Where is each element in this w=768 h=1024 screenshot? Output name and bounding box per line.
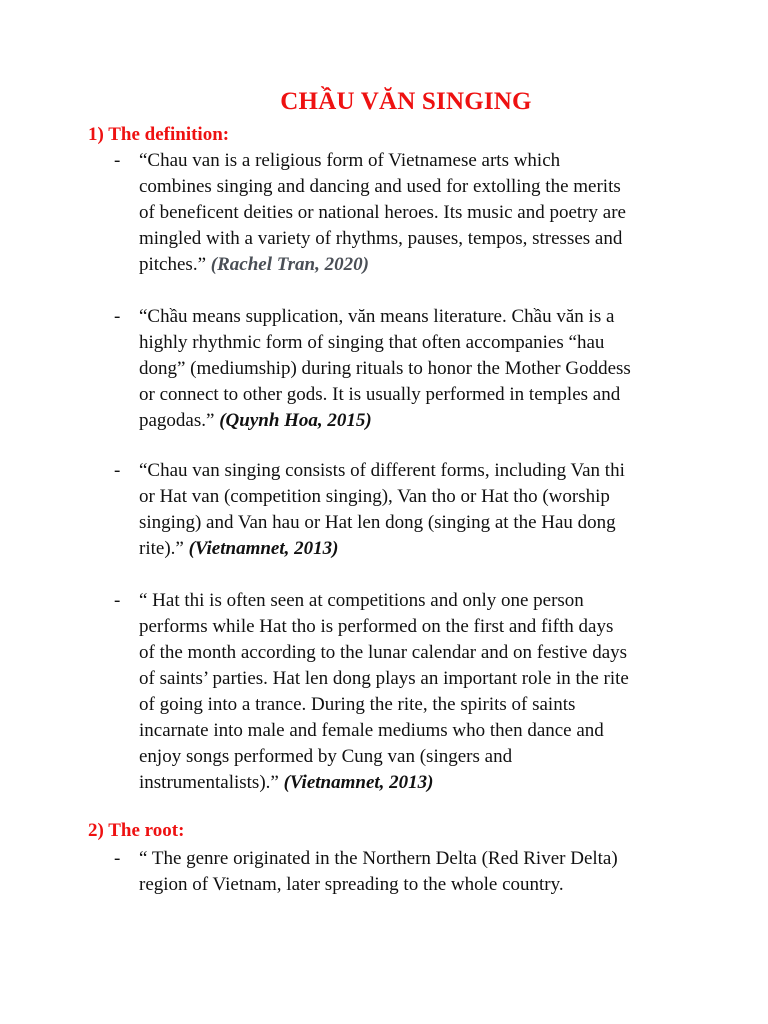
list-item-text <box>139 148 674 278</box>
bullet-dash: - <box>114 150 121 171</box>
text-line: region of Vietnam, later spreading to the whole country. <box>139 874 564 895</box>
text-line: or connect to other gods. It is usually performed in temples and <box>139 384 621 405</box>
text-line: “Chau van is a religious form of Vietnamese arts which <box>139 150 561 171</box>
citation: (Vietnamnet, 2013) <box>283 772 434 793</box>
text-line: “Chầu means supplication, văn means literature. Chầu văn is a <box>139 306 615 327</box>
citation: (Vietnamnet, 2013) <box>188 538 339 559</box>
text-line: of beneficent deities or national heroes. Its music and poetry are <box>139 202 626 223</box>
text-line: “Chau van singing consists of different forms, including Van thi <box>139 460 625 481</box>
section-heading-definition: 1) The definition: <box>88 124 230 145</box>
list-item <box>114 588 674 796</box>
text-fragment: pitches.” <box>139 254 211 275</box>
text-line: or Hat van (competition singing), Van tho or Hat tho (worship <box>139 486 610 507</box>
text-fragment: instrumentalists).” <box>139 772 284 793</box>
document-title: CHẦU VĂN SINGING <box>280 88 532 115</box>
list-item-text <box>139 304 674 434</box>
text-line: incarnate into male and female mediums who then dance and <box>139 720 604 741</box>
section-heading-root: 2) The root: <box>88 820 185 841</box>
bullet-dash: - <box>114 460 121 481</box>
text-line: performs while Hat tho is performed on the first and fifth days <box>139 616 614 637</box>
list-item <box>114 148 674 278</box>
list-item-text <box>139 846 674 898</box>
citation: (Quynh Hoa, 2015) <box>219 410 372 431</box>
text-line: dong” (mediumship) during rituals to honor the Mother Goddess <box>139 358 631 379</box>
bullet-dash: - <box>114 848 121 869</box>
text-line: of going into a trance. During the rite, the spirits of saints <box>139 694 576 715</box>
text-line: enjoy songs performed by Cung van (singers and <box>139 746 513 767</box>
text-fragment: pagodas.” <box>139 410 220 431</box>
text-line-last <box>139 770 674 796</box>
text-line: of the month according to the lunar calendar and on festive days <box>139 642 628 663</box>
text-line: “ The genre originated in the Northern Delta (Red River Delta) <box>139 848 618 869</box>
list-item <box>114 846 674 898</box>
text-line: “ Hat thi is often seen at competitions and only one person <box>139 590 584 611</box>
text-line: highly rhythmic form of singing that often accompanies “hau <box>139 332 605 353</box>
text-line-last <box>139 408 674 434</box>
text-line: of saints’ parties. Hat len dong plays an important role in the rite <box>139 668 629 689</box>
list-item-text <box>139 588 674 796</box>
bullet-dash: - <box>114 590 121 611</box>
list-item <box>114 458 674 562</box>
list-item <box>114 304 674 434</box>
text-line: singing) and Van hau or Hat len dong (singing at the Hau dong <box>139 512 616 533</box>
text-fragment: rite).” <box>139 538 189 559</box>
citation: (Rachel Tran, 2020) <box>210 254 369 275</box>
text-line: mingled with a variety of rhythms, pauses, tempos, stresses and <box>139 228 623 249</box>
bullet-dash: - <box>114 306 121 327</box>
text-line-last <box>139 536 674 562</box>
list-item-text <box>139 458 674 562</box>
text-line-last <box>139 252 674 278</box>
text-line: combines singing and dancing and used for extolling the merits <box>139 176 621 197</box>
